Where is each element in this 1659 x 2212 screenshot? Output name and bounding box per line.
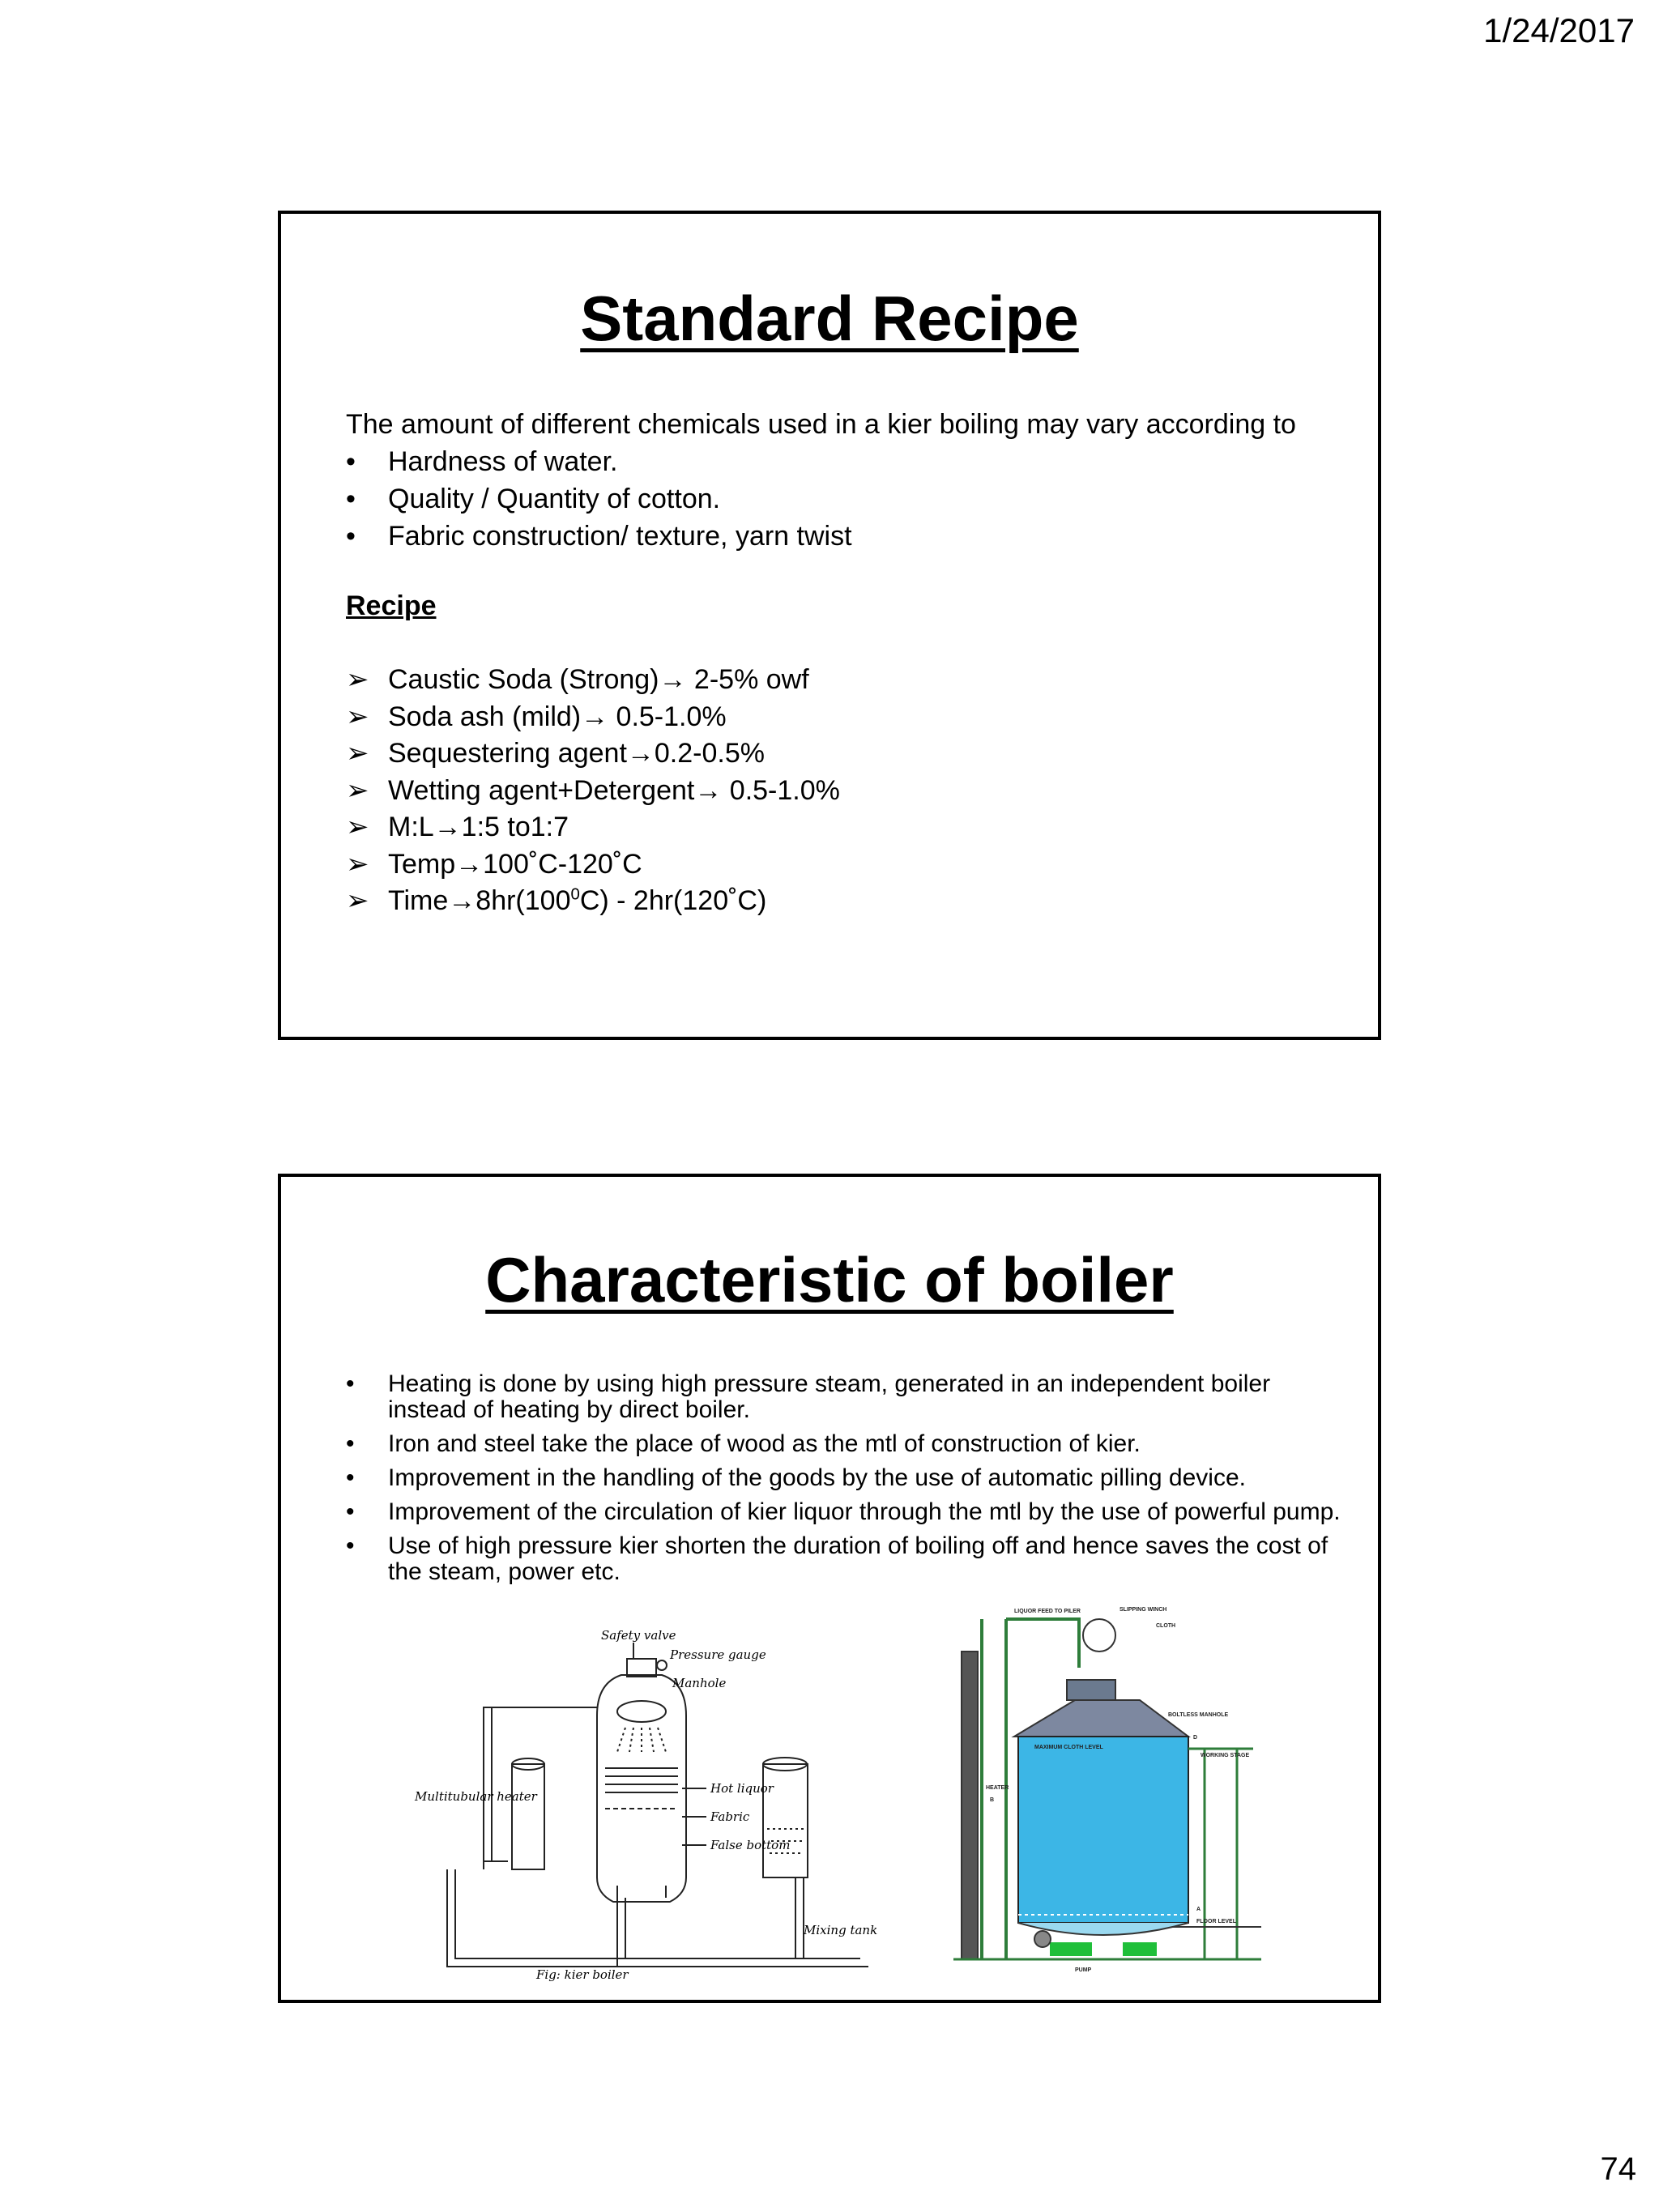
label-pressure-gauge: Pressure gauge bbox=[670, 1647, 766, 1662]
label-slipping-winch: SLIPPING WINCH bbox=[1120, 1607, 1167, 1613]
label-pump: PUMP bbox=[1075, 1967, 1092, 1973]
recipe-item bbox=[346, 735, 840, 773]
point-text: Heating is done by using high pressure steam, generated in an independent boiler instead of heating by direct boiler. bbox=[388, 1370, 1271, 1423]
recipe-item bbox=[346, 809, 840, 846]
slide-title: Standard Recipe bbox=[580, 283, 1079, 354]
list-item: • Quality / Quantity of cotton. bbox=[346, 480, 1296, 518]
point-text: Iron and steel take the place of wood as the mtl of construction of kier. bbox=[388, 1430, 1141, 1457]
page-date: 1/24/2017 bbox=[1483, 11, 1635, 49]
list-item: • Use of high pressure kier shorten the duration of boiling off and hence saves the cost of the steam, power etc. bbox=[346, 1533, 1342, 1585]
recipe-item bbox=[346, 846, 840, 884]
label-mixing-tank: Mixing tank bbox=[804, 1923, 878, 1937]
arrow-bullet-icon: ➢ bbox=[346, 701, 369, 732]
arrow-bullet-icon: ➢ bbox=[346, 812, 369, 842]
arrow-bullet-icon: ➢ bbox=[346, 738, 369, 769]
factor-text: Quality / Quantity of cotton. bbox=[388, 484, 721, 514]
recipe-item bbox=[346, 773, 840, 810]
recipe-item bbox=[346, 883, 840, 920]
label-safety-valve: Safety valve bbox=[601, 1628, 676, 1643]
intro-text: The amount of different chemicals used in a kier boiling may vary according to bbox=[346, 409, 1296, 440]
kier-boiler-sketch bbox=[415, 1626, 878, 1983]
label-max-cloth-level: MAXIMUM CLOTH LEVEL bbox=[1034, 1745, 1103, 1750]
arrow-bullet-icon: ➢ bbox=[346, 848, 369, 880]
list-item: • Heating is done by using high pressure steam, generated in an independent boiler instead of heating by direct boiler. bbox=[346, 1371, 1342, 1423]
label-floor-level: FLOOR LEVEL bbox=[1196, 1919, 1236, 1924]
time-before: Time→8hr(100 bbox=[388, 885, 571, 916]
slide-characteristic-of-boiler bbox=[278, 1174, 1381, 2003]
recipe-item bbox=[346, 662, 840, 699]
label-manhole: Manhole bbox=[672, 1676, 727, 1690]
arrow-bullet-icon: ➢ bbox=[346, 664, 369, 695]
factor-list bbox=[346, 443, 1296, 555]
page-number: 74 bbox=[1600, 2151, 1636, 2187]
recipe-list bbox=[346, 662, 840, 920]
intro-block bbox=[346, 406, 1296, 555]
kier-technical-diagram bbox=[945, 1603, 1269, 1975]
label-working-stage: WORKING STAGE bbox=[1201, 1753, 1250, 1758]
label-b: B bbox=[990, 1797, 995, 1803]
recipe-text: Sequestering agent→0.2-0.5% bbox=[388, 738, 765, 769]
label-false-bottom: False bottom bbox=[710, 1838, 791, 1852]
label-d: D bbox=[1193, 1735, 1198, 1741]
list-item: • Iron and steel take the place of wood as the mtl of construction of kier. bbox=[346, 1430, 1141, 1457]
factor-text: Hardness of water. bbox=[388, 446, 618, 477]
point-text: Use of high pressure kier shorten the duration of boiling off and hence saves the cost of the steam, power etc. bbox=[388, 1532, 1328, 1585]
time-superscript: 0 bbox=[570, 885, 580, 904]
label-heater: HEATER bbox=[986, 1785, 1009, 1791]
recipe-heading: Recipe bbox=[346, 590, 437, 621]
figure-caption: Fig: kier boiler bbox=[536, 1967, 629, 1982]
list-item: • Hardness of water. bbox=[346, 443, 1296, 480]
label-hot-liquor: Hot liquor bbox=[710, 1781, 774, 1796]
slide-title: Characteristic of boiler bbox=[485, 1244, 1174, 1315]
point-text: Improvement of the circulation of kier liquor through the mtl by the use of powerful pump. bbox=[388, 1498, 1341, 1525]
list-item: • Fabric construction/ texture, yarn twist bbox=[346, 518, 1296, 555]
recipe-text: M:L→1:5 to1:7 bbox=[388, 812, 569, 842]
label-fabric: Fabric bbox=[710, 1809, 750, 1824]
recipe-text: Soda ash (mild)→ 0.5-1.0% bbox=[388, 701, 727, 732]
label-boltless-manhole: BOLTLESS MANHOLE bbox=[1168, 1712, 1229, 1718]
factor-text: Fabric construction/ texture, yarn twist bbox=[388, 521, 852, 552]
label-heater: Multitubular heater bbox=[415, 1789, 537, 1804]
label-cloth: CLOTH bbox=[1156, 1623, 1176, 1629]
label-a: A bbox=[1196, 1907, 1201, 1912]
time-after: C) - 2hr(120˚C) bbox=[579, 885, 767, 916]
characteristic-list bbox=[346, 1371, 1342, 1593]
list-item: • Improvement in the handling of the goods by the use of automatic pilling device. bbox=[346, 1464, 1246, 1491]
recipe-item bbox=[346, 699, 840, 736]
arrow-bullet-icon: ➢ bbox=[346, 885, 369, 916]
slide-standard-recipe bbox=[278, 211, 1381, 1040]
recipe-text-time bbox=[388, 883, 766, 920]
label-liquor-feed: LIQUOR FEED TO PILER bbox=[1014, 1609, 1081, 1614]
recipe-text: Wetting agent+Detergent→ 0.5-1.0% bbox=[388, 774, 840, 806]
list-item: • Improvement of the circulation of kier liquor through the mtl by the use of powerful pump. bbox=[346, 1498, 1341, 1525]
point-text: Improvement in the handling of the goods by the use of automatic pilling device. bbox=[388, 1464, 1246, 1491]
recipe-text: Caustic Soda (Strong)→ 2-5% owf bbox=[388, 664, 809, 695]
arrow-bullet-icon: ➢ bbox=[346, 774, 369, 806]
recipe-text: Temp→100˚C-120˚C bbox=[388, 848, 642, 880]
